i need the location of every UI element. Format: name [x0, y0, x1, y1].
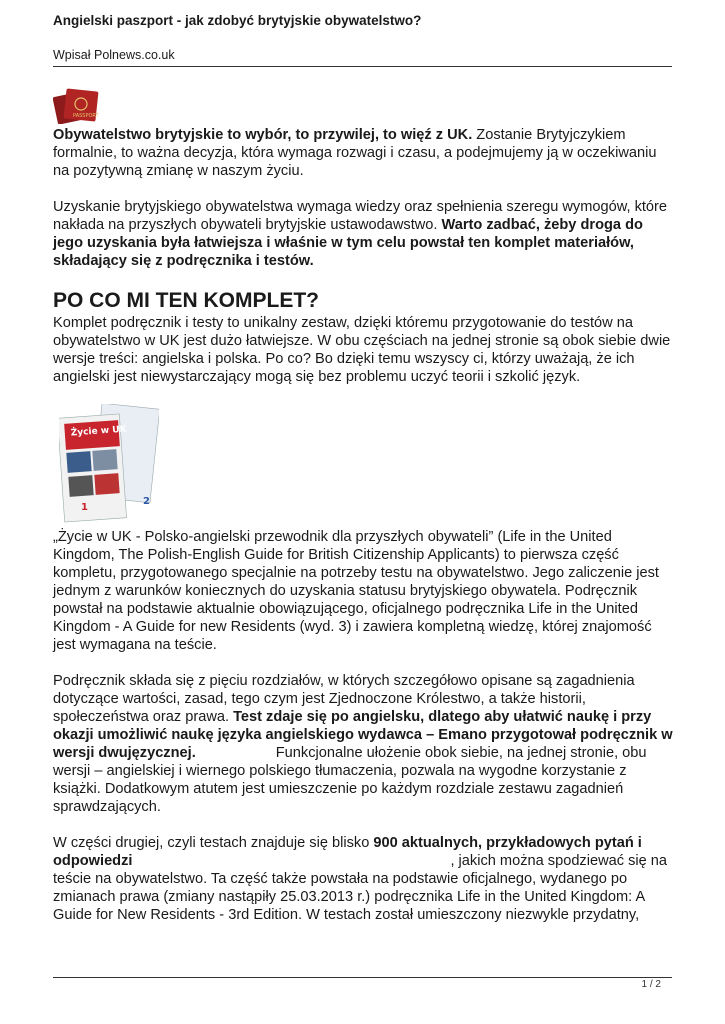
- testy-text: W części drugiej, czyli testach znajduje się blisko: [53, 835, 374, 851]
- requirements-text: Uzyskanie brytyjskiego obywatelstwa wymaga wiedzy oraz spełnienia szeregu wymogów, które nakłada na przyszłych obywateli brytyjskie ustawodawstwo.: [53, 199, 668, 233]
- header-divider: [53, 66, 672, 67]
- author-line: Wpisał Polnews.co.uk: [53, 48, 175, 62]
- book-number-2: 2: [143, 496, 150, 507]
- page-title: Angielski paszport - jak zdobyć brytyjskie obywatelstwo?: [53, 13, 422, 28]
- rozdzialy-bold: Test zdaje się po angielsku, dlatego aby ułatwić naukę i przy okazji umożliwić naukę języka angielskiego wydawca – Emano przygotował podręcznik w wersji dwujęzycznej.: [53, 709, 673, 761]
- testy-bold: 900 aktualnych, przykładowych pytań i odpowiedzi: [53, 835, 642, 869]
- article-body: [53, 88, 673, 942]
- section-heading: PO CO MI TEN KOMPLET?: [53, 289, 319, 312]
- footer-divider: [53, 977, 672, 978]
- book-title: Życie w UK: [70, 424, 127, 439]
- paragraph-requirements: [53, 198, 673, 270]
- passport-label: PASSPORT: [73, 113, 99, 119]
- paragraph-komplet: Komplet podręcznik i testy to unikalny zestaw, dzięki któremu przygotowanie do testów na obywatelstwo w UK jest dużo łatwiejsze. W obu częściach na jednej stronie są obok siebie dwie wersje treści: angielska i polska. Po co? Bo dzięki temu wszyscy ci, którzy uważają, że ich angielski jest niewystarczający mogą się bez problemu uczyć teorii i szkolić język.: [53, 315, 671, 385]
- page-number: 1 / 2: [641, 979, 661, 990]
- paragraph-podrecznik: „Życie w UK - Polsko-angielski przewodnik dla przyszłych obywateli” (Life in the United Kingdom, The Polish-English Guide for British Citizenship Applicants) to pierwsza część kompletu, przygotowanego specjalnie na potrzeby testu na obywatelstwo. Jego zaliczenie jest jednym z warunków koniecznych do uzyskania statusu brytyjskiego obywatela. Podręcznik powstał na podstawie aktualnie obowiązującego, oficjalnego podręcznika Life in the United Kingdom - A Guide for new Residents (wyd. 3) i zawiera kompletną wiedzę, której znajomość jest wymagana na teście.: [53, 529, 659, 653]
- intro-text: Zostanie Brytyjczykiem formalnie, to ważna decyzja, która wymaga rozwagi i czasu, a podejmujemy ją w oczekiwaniu na pozytywną zmianę w naszym życiu.: [53, 127, 657, 179]
- paragraph-intro: [53, 126, 673, 180]
- testy-text-2: , jakich można spodziewać się na teście na obywatelstwo. Ta część także powstała na podstawie oficjalnego, wydanego po zmianach prawa (zmiany nastąpiły 25.03.2013 r.) podręcznika Life in the United Kingdom: A Guide for New Residents - 3rd Edition. W testach został umieszczony niezwykle przydatny,: [53, 853, 668, 923]
- passport-image: [53, 88, 101, 124]
- book-number-1: 1: [81, 502, 88, 513]
- paragraph-testy: [53, 834, 673, 924]
- intro-bold: Obywatelstwo brytyjskie to wybór, to przywilej, to więź z UK.: [53, 127, 473, 143]
- rozdzialy-text-2: Funkcjonalne ułożenie obok siebie, na jednej stronie, obu wersji – angielskiej i wiernego polskiego tłumaczenia, pozwala na wygodne korzystanie z książki. Dodatkowym atutem jest umieszczenie po każdym rozdziale zestawu zagadnień sprawdzających.: [53, 745, 647, 815]
- requirements-bold: Warto zadbać, żeby droga do jego uzyskania była łatwiejsza i właśnie w tym celu powstał ten komplet materiałów, składający się z podręcznika i testów.: [53, 217, 643, 269]
- paragraph-rozdzialy: [53, 672, 673, 816]
- book-cover-image: [59, 404, 159, 524]
- rozdzialy-text: Podręcznik składa się z pięciu rozdziałów, w których szczegółowo opisane są zagadnienia dotyczące wartości, zasad, tego czym jest Zjednoczone Królestwo, a także historii, społeczeństwa oraz prawa.: [53, 673, 635, 725]
